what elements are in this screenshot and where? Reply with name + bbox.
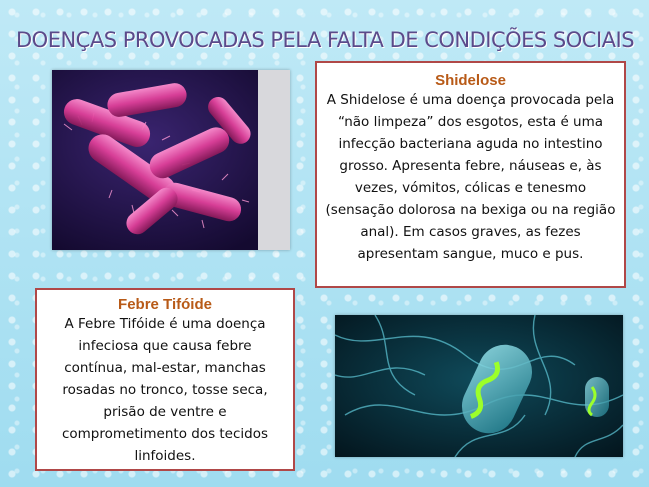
- shigella-bacteria-image: [52, 70, 290, 250]
- shigellosis-card: [315, 61, 626, 288]
- page-title: DOENÇAS PROVOCADAS PELA FALTA DE CONDIÇÕES SOCIAIS: [16, 28, 635, 52]
- salmonella-bacteria-image: [335, 315, 623, 457]
- typhoid-text: A Febre Tifóide é uma doença infeciosa que causa febre contínua, mal-estar, manchas rosadas no tronco, tosse seca, prisão de ventre e comprometimento dos tecidos linfoides.: [61, 316, 269, 464]
- shigellosis-heading: Shidelose: [435, 72, 506, 89]
- shigellosis-text: A Shidelose é uma doença provocada pela “não limpeza” dos esgotos, esta é uma infecção bacteriana aguda no intestino grosso. Apresenta febre, náuseas e, às vezes, vómitos, cólicas e tenesmo (sensação dolorosa na bexiga ou na região anal). Em casos graves, as fezes apresentam sangue, muco e pus.: [325, 92, 616, 262]
- typhoid-heading: Febre Tifóide: [118, 296, 212, 313]
- typhoid-card: [35, 288, 295, 471]
